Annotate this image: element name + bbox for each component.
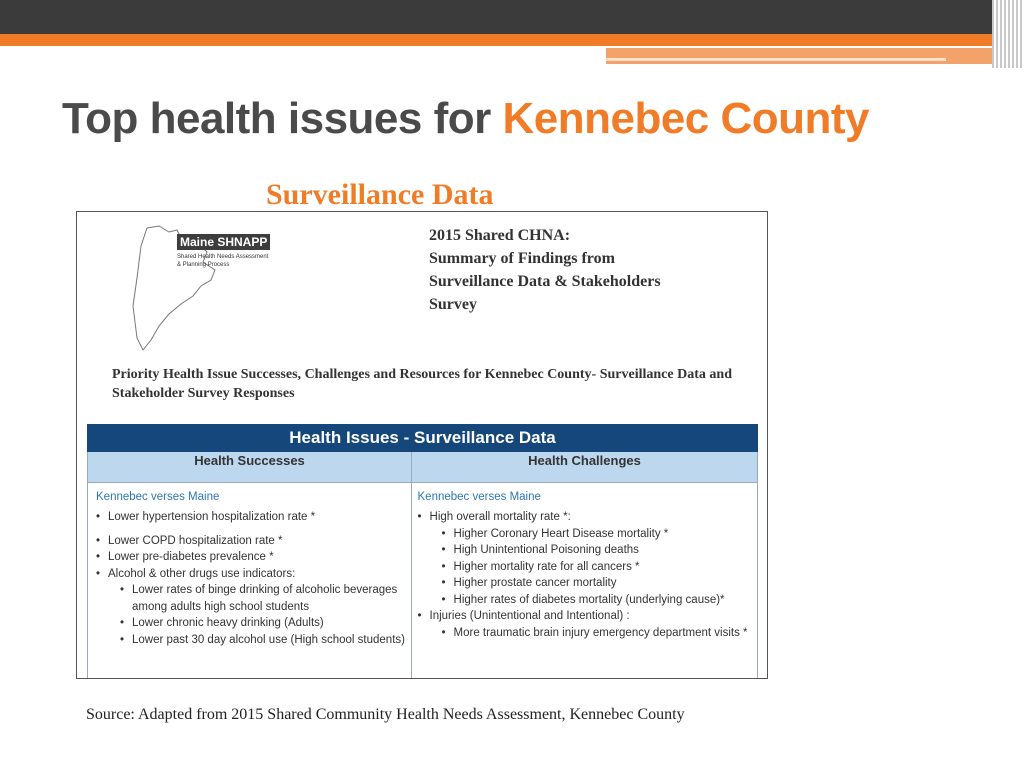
logo-subtitle bbox=[177, 253, 270, 269]
list-item: • Lower COPD hospitalization rate * bbox=[96, 533, 411, 550]
title-accent: Kennebec County bbox=[502, 94, 870, 143]
table-header: Health Issues - Surveillance Data bbox=[87, 424, 758, 452]
list-item: • Higher rates of diabetes mortality (underlying cause)* bbox=[418, 592, 757, 609]
col-header-successes: Health Successes bbox=[88, 452, 412, 482]
logo-sub-line: Shared Health Needs Assessment bbox=[177, 254, 269, 260]
successes-list bbox=[96, 509, 411, 648]
challenges-list bbox=[418, 509, 757, 641]
list-item: • Lower rates of binge drinking of alcoholic beverages among adults high school students bbox=[96, 582, 411, 615]
top-bar bbox=[0, 0, 1024, 34]
subtitle: Surveillance Data bbox=[266, 178, 494, 211]
list-item: • Lower hypertension hospitalization rate * bbox=[96, 509, 411, 526]
list-item: • Alcohol & other drugs use indicators: bbox=[96, 566, 411, 583]
list-item: • Higher Coronary Heart Disease mortality * bbox=[418, 526, 757, 543]
list-item: • Lower pre-diabetes prevalence * bbox=[96, 549, 411, 566]
list-item: • High overall mortality rate *: bbox=[418, 509, 757, 526]
list-item: • Lower chronic heavy drinking (Adults) bbox=[96, 615, 411, 632]
table-body bbox=[87, 482, 758, 679]
list-item: • More traumatic brain injury emergency department visits * bbox=[418, 625, 757, 642]
list-item: • Higher prostate cancer mortality bbox=[418, 575, 757, 592]
list-item: • Lower past 30 day alcohol use (High school students) bbox=[96, 632, 411, 649]
summary-line: Surveillance Data & Stakeholders bbox=[429, 273, 661, 290]
page-title bbox=[62, 94, 869, 144]
challenges-subhead: Kennebec verses Maine bbox=[417, 491, 541, 503]
challenges-column bbox=[412, 483, 757, 679]
summary-line: 2015 Shared CHNA: bbox=[429, 227, 571, 244]
successes-column bbox=[88, 483, 412, 679]
logo-title: Maine SHNAPP bbox=[177, 234, 270, 250]
summary-line: Survey bbox=[429, 296, 477, 313]
logo-sub-line: & Planning Process bbox=[177, 262, 230, 268]
shnapp-logo bbox=[177, 233, 270, 269]
accent-line bbox=[0, 34, 1000, 46]
column-headers bbox=[87, 452, 758, 482]
summary-heading bbox=[429, 224, 661, 316]
accent-line-secondary bbox=[606, 48, 1001, 64]
list-item: • High Unintentional Poisoning deaths bbox=[418, 542, 757, 559]
decorative-stripes bbox=[992, 0, 1024, 68]
accent-line-thin bbox=[606, 58, 946, 61]
col-header-challenges: Health Challenges bbox=[528, 453, 641, 468]
summary-line: Summary of Findings from bbox=[429, 250, 615, 267]
health-issues-table bbox=[87, 424, 758, 679]
report-figure bbox=[76, 211, 768, 679]
priority-heading: Priority Health Issue Successes, Challenges and Resources for Kennebec County- Surveillance Data and Stakeholder Survey Responses bbox=[112, 367, 732, 401]
title-main: Top health issues for bbox=[62, 94, 503, 143]
list-item: • Higher mortality rate for all cancers * bbox=[418, 559, 757, 576]
successes-subhead: Kennebec verses Maine bbox=[96, 491, 220, 503]
list-item: • Injuries (Unintentional and Intentional) : bbox=[418, 608, 757, 625]
source-citation: Source: Adapted from 2015 Shared Community Health Needs Assessment, Kennebec County bbox=[86, 706, 685, 723]
